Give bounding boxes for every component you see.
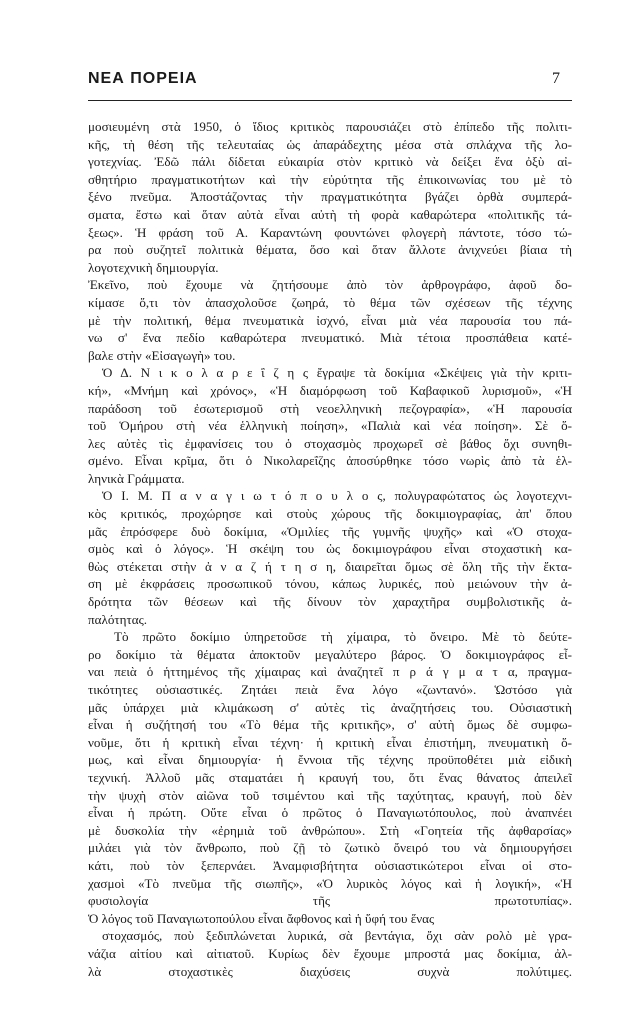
text-line: θὼς στέκεται στὴν ἀ ν α ζ ή τ η σ η, διαιρεῖται ὅμως σὲ ὅλη τῆς τὴν ἔκτα- xyxy=(88,558,572,574)
text-line: μᾶς ἐπρόσφερε δυὸ δοκίμια, «Ὁμιλίες τῆς γυμνῆς ψυχῆς» καὶ «Ὁ στοχα- xyxy=(88,523,572,539)
text-line: μοσιευμένη στὰ 1950, ὁ ἴδιος κριτικὸς παρουσιάζει στὸ ἐπίπεδο τῆς πολιτι- xyxy=(88,119,572,134)
body-text xyxy=(88,118,572,998)
text-line: μᾶς ὑπάρχει μιὰ κλιμάκωση σ' αὐτὲς τὶς ἀναζητήσεις του. Οὐσιαστικὴ xyxy=(88,699,572,715)
running-header xyxy=(0,70,627,94)
text-line: νοῦμε, ὅτι ἡ κριτικὴ εἶναι τέχνη· ἡ κριτικὴ εἶναι ἐπιστήμη, πνευματικὴ ὅ- xyxy=(88,734,572,750)
text-line: δρότητα τῶν θέσεων καὶ τῆς δίνουν τὸν χαραχτῆρα συμβολιστικῆς ἀ- xyxy=(88,594,572,610)
text-line: νάζια αἰτίου καὶ αἰτιατοῦ. Κυρίως δὲν ἔχουμε μπροστά μας δοκίμια, ἀλ- xyxy=(88,945,572,961)
text-line: λὰ στοχαστικὲς διαχύσεις συχνὰ πολύτιμες. xyxy=(88,963,572,979)
text-line: ση μὲ ἐκφράσεις προσωπικοῦ τόνου, κάπως λυρικές, ποὺ μειώνουν τὴν ἀ- xyxy=(88,576,572,592)
text-line: νω σ' ἕνα πεδίο καθαρώτερα πνευματικό. Μιὰ τέτοια προσπάθεια κατέ- xyxy=(88,330,572,346)
text-line: Τὸ πρῶτο δοκίμιο ὑπηρετοῦσε τὴ χίμαιρα, τὸ ὄνειρο. Μὲ τὸ δεύτε- xyxy=(114,629,572,645)
page-number: 7 xyxy=(552,70,560,87)
header-rule xyxy=(88,100,572,101)
text-line: σμὸς καὶ ὁ λόγος». Ἡ σκέψη του ὡς δοκιμιογράφου εἶναι στοχαστικὴ κα- xyxy=(88,541,572,557)
text-line: Ὁ Ι. Μ. Π α ν α γ ι ω τ ό π ο υ λ ο ς, πολυγραφώτατος ὡς λογοτεχνι- xyxy=(102,488,572,504)
text-line: εἶναι ἡ συζήτησή του «Τὸ θέμα τῆς κριτικῆς», σ' αὐτὴ ὅμως δὲ συμφω- xyxy=(88,717,572,733)
text-line: χασμοὶ «Τὸ πνεῦμα τῆς σιωπῆς», «Ὁ λυρικὸς λόγος καὶ ἡ λογική», «Ἡ xyxy=(88,875,572,891)
text-line: σθητήριο πραγματικοτήτων καὶ τὴν εὐρύτητα τῆς ἐπικοινωνίας του μὲ τὸ xyxy=(88,171,572,187)
text-line: κὸς κριτικός, προχώρησε καὶ στοὺς χώρους τῆς δοκιμιογραφίας, ἀπ' ὅπου xyxy=(88,506,572,522)
text-line: τικότητες οὐσιαστικές. Ζητάει πειὰ ἕνα λόγο «ζωντανό». Ὡστόσο γιὰ xyxy=(88,682,572,697)
text-line: κίμασε ὅ,τι τὸν ἀπασχολοῦσε ζωηρά, τὸ θέμα τῶν σχέσεων τῆς τέχνης xyxy=(88,294,572,310)
text-line: ληνικὰ Γράμματα. xyxy=(88,470,185,486)
text-line: στοχασμός, ποὺ ξεδιπλώνεται λυρικά, σὰ βεντάγια, ὄχι σὰν ρολὸ μὲ γρα- xyxy=(102,928,572,944)
text-line: μιλάει γιὰ τὸν ἄνθρωπο, ποὺ ζῇ τὸ ζωτικὸ ὄνειρό του νὰ δημιουργήσει xyxy=(88,840,572,856)
text-line xyxy=(88,980,572,998)
text-line: μὲ δυσκολία τὴν «ἐρημιὰ τοῦ ἀνθρώπου». Στὴ «Γοητεία τῆς ἀφθαρσίας» xyxy=(88,822,572,838)
text-line: λες αὐτὲς τὶς ἐμφανίσεις του ὁ στοχασμὸς προχωρεῖ σὲ βάθος ὄχι συνηθι- xyxy=(88,435,572,451)
text-line: λογοτεχνικὴ δημιουργία. xyxy=(88,259,219,275)
text-line: ρα ποὺ συζητεῖ πολιτικὰ θέματα, ὅσο καὶ ὅταν ἄλλοτε ἀνιχνεύει βίαια τὴ xyxy=(88,242,572,258)
text-line: Ἐκεῖνο, ποὺ ἔχουμε νὰ ζητήσουμε ἀπὸ τὸν ἀρθρογράφο, ἀφοῦ δο- xyxy=(88,277,572,293)
text-line: φυσιολογία τῆς πρωτοτυπίας». xyxy=(88,893,572,909)
text-line: παλότητας. xyxy=(88,611,148,627)
text-line: τοῦ Ὁμήρου στὴ νέα ἑλληνικὴ ποίηση», «Παλιὰ καὶ νέα ποίηση». Σὲ ὅ- xyxy=(88,418,572,434)
text-line: τεχνική. Ἀλλοῦ μᾶς σταματάει ἡ κραυγή του, ὅτι ἕνας θάνατος ἀπειλεῖ xyxy=(88,769,572,785)
text-line: μως, καὶ εἶναι δημιουργία· ἡ ἔννοια τῆς τέχνης προϋποθέτει μιὰ εἰδικὴ xyxy=(88,752,572,768)
text-line: βαλε στὴν «Εἰσαγωγὴ» του. xyxy=(88,347,236,363)
text-line: κή», «Μνήμη καὶ χρόνος», «Ἡ διαμόρφωση τοῦ Καβαφικοῦ λυρισμοῦ», «Ἡ xyxy=(88,382,572,398)
text-line: παράδοση τοῦ ἐσωτερισμοῦ στὴ νεοελληνικὴ πεζογραφία», «Ἡ παρουσία xyxy=(88,400,572,416)
journal-title: ΝΕΑ ΠΟΡΕΙΑ xyxy=(88,70,198,87)
text-line: ξένο πνεῦμα. Ἀποστάζοντας τὴν πραγματικότητα βγάζει ὀρθὰ συμπερά- xyxy=(88,189,572,205)
text-line: Ὁ Δ. Ν ι κ ο λ α ρ ε ΐ ζ η ς ἔγραψε τὰ δοκίμια «Σκέψεις γιὰ τὴν κριτι- xyxy=(102,365,572,381)
text-line: Ὁ λόγος τοῦ Παναγιωτοπούλου εἶναι ἄφθονος καὶ ἡ ὕφή του ἕνας xyxy=(88,910,435,926)
text-line: μὲ τὴν πολιτική, θέμα πνευματικὰ ἰσχνό, εἶναι μιὰ νέα παρουσία του πά- xyxy=(88,312,572,328)
text-line: εἶναι ἡ πρώτη. Οὔτε εἶναι ὁ πρῶτος ὁ Παναγιωτόπουλος, ποὺ ἀναπνέει xyxy=(88,805,572,821)
text-line: κάτι, ποὺ τὸν ξεπερνάει. Ἀναμφισβήτητα οὐσιαστικώτεροι εἶναι οἱ στο- xyxy=(88,857,572,873)
text-line: ναι πειὰ ὁ ἡττημένος τῆς χίμαιρας καὶ ἀναζητεῖ π ρ ά γ μ α τ α, πραγμα- xyxy=(88,664,572,680)
text-line: σματα, ἔστω καὶ ὅταν αὐτὰ εἶναι αὐτὴ τὴ φορὰ καθαρώτερα «πολιτικῆς τά- xyxy=(88,206,572,222)
text-line: τὴν ψυχὴ στὸν αἰῶνα τοῦ τσιμέντου καὶ τῆς ταχύτητας, κραυγή, ποὺ δὲν xyxy=(88,787,572,803)
text-line: κῆς, τὴ θέση τῆς τελευταίας ὡς ἀπαράδεχτης μέσα στὰ σπλάχνα τῆς λο- xyxy=(88,136,572,152)
text-line: ρο δοκίμιο τὰ θέματα ἀποκτοῦν μεγαλύτερο βάρος. Ὁ δοκιμιογράφος εἶ- xyxy=(88,646,572,662)
text-line: ξεως». Ἡ φράση τοῦ Α. Καραντώνη φουντώνει φλογερὴ πάντοτε, τόσο τώ- xyxy=(88,224,572,240)
text-line: σμένο. Εἶναι κρῖμα, ὅτι ὁ Νικολαρεΐζης ἀποσύρθηκε τόσο νωρὶς ἀπὸ τὰ ἑλ- xyxy=(88,453,572,469)
text-line: γοτεχνίας. Ἐδῶ πάλι δίδεται εὐκαιρία στὸν κριτικὸ νὰ δείξει ἕνα ὀξὺ αἰ- xyxy=(88,154,572,170)
